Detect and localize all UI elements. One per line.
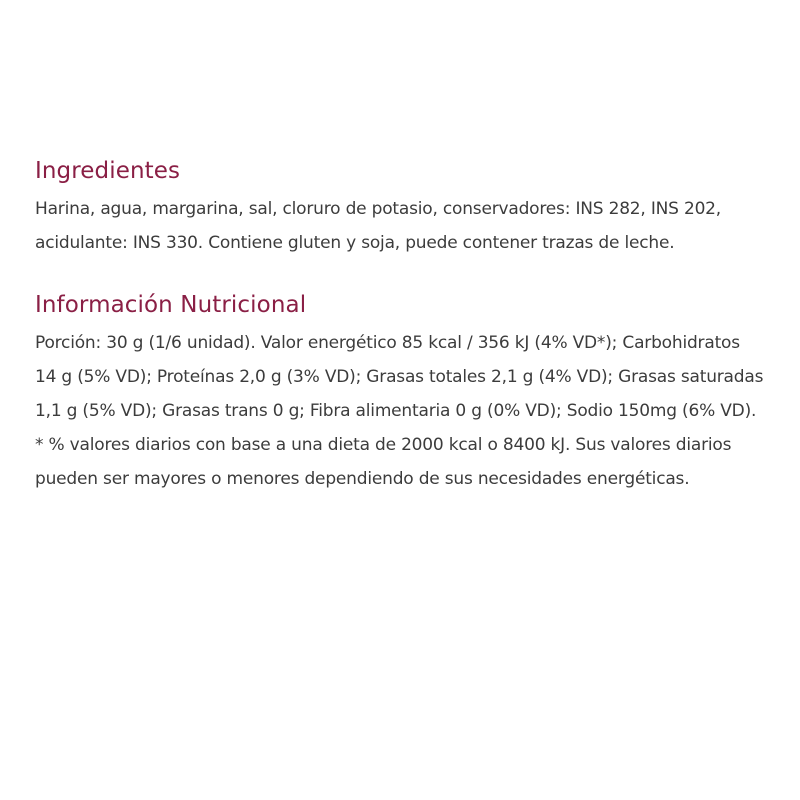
ingredients-text: Harina, agua, margarina, sal, cloruro de potasio, conservadores: INS 282, INS 202, acidulante: INS 330. Contiene gluten y soja, puede contener trazas de leche. <box>35 199 722 253</box>
nutrition-section <box>35 284 765 496</box>
ingredients-title: Ingredientes <box>35 158 181 184</box>
ingredients-section <box>35 150 765 260</box>
nutrition-text: Porción: 30 g (1/6 unidad). Valor energético 85 kcal / 356 kJ (4% VD*); Carbohidratos 14 g (5% VD); Proteínas 2,0 g (3% VD); Grasas totales 2,1 g (4% VD); Grasas saturadas 1,1 g (5% VD); Grasas trans 0 g; Fibra alimentaria 0 g (0% VD); Sodio 150mg (6% VD). * % valores diarios con base a una dieta de 2000 kcal o 8400 kJ. Sus valores diarios pueden ser mayores o menores dependiendo de sus necesidades energéticas. <box>35 333 764 489</box>
product-info <box>35 150 765 496</box>
nutrition-title: Información Nutricional <box>35 292 307 318</box>
